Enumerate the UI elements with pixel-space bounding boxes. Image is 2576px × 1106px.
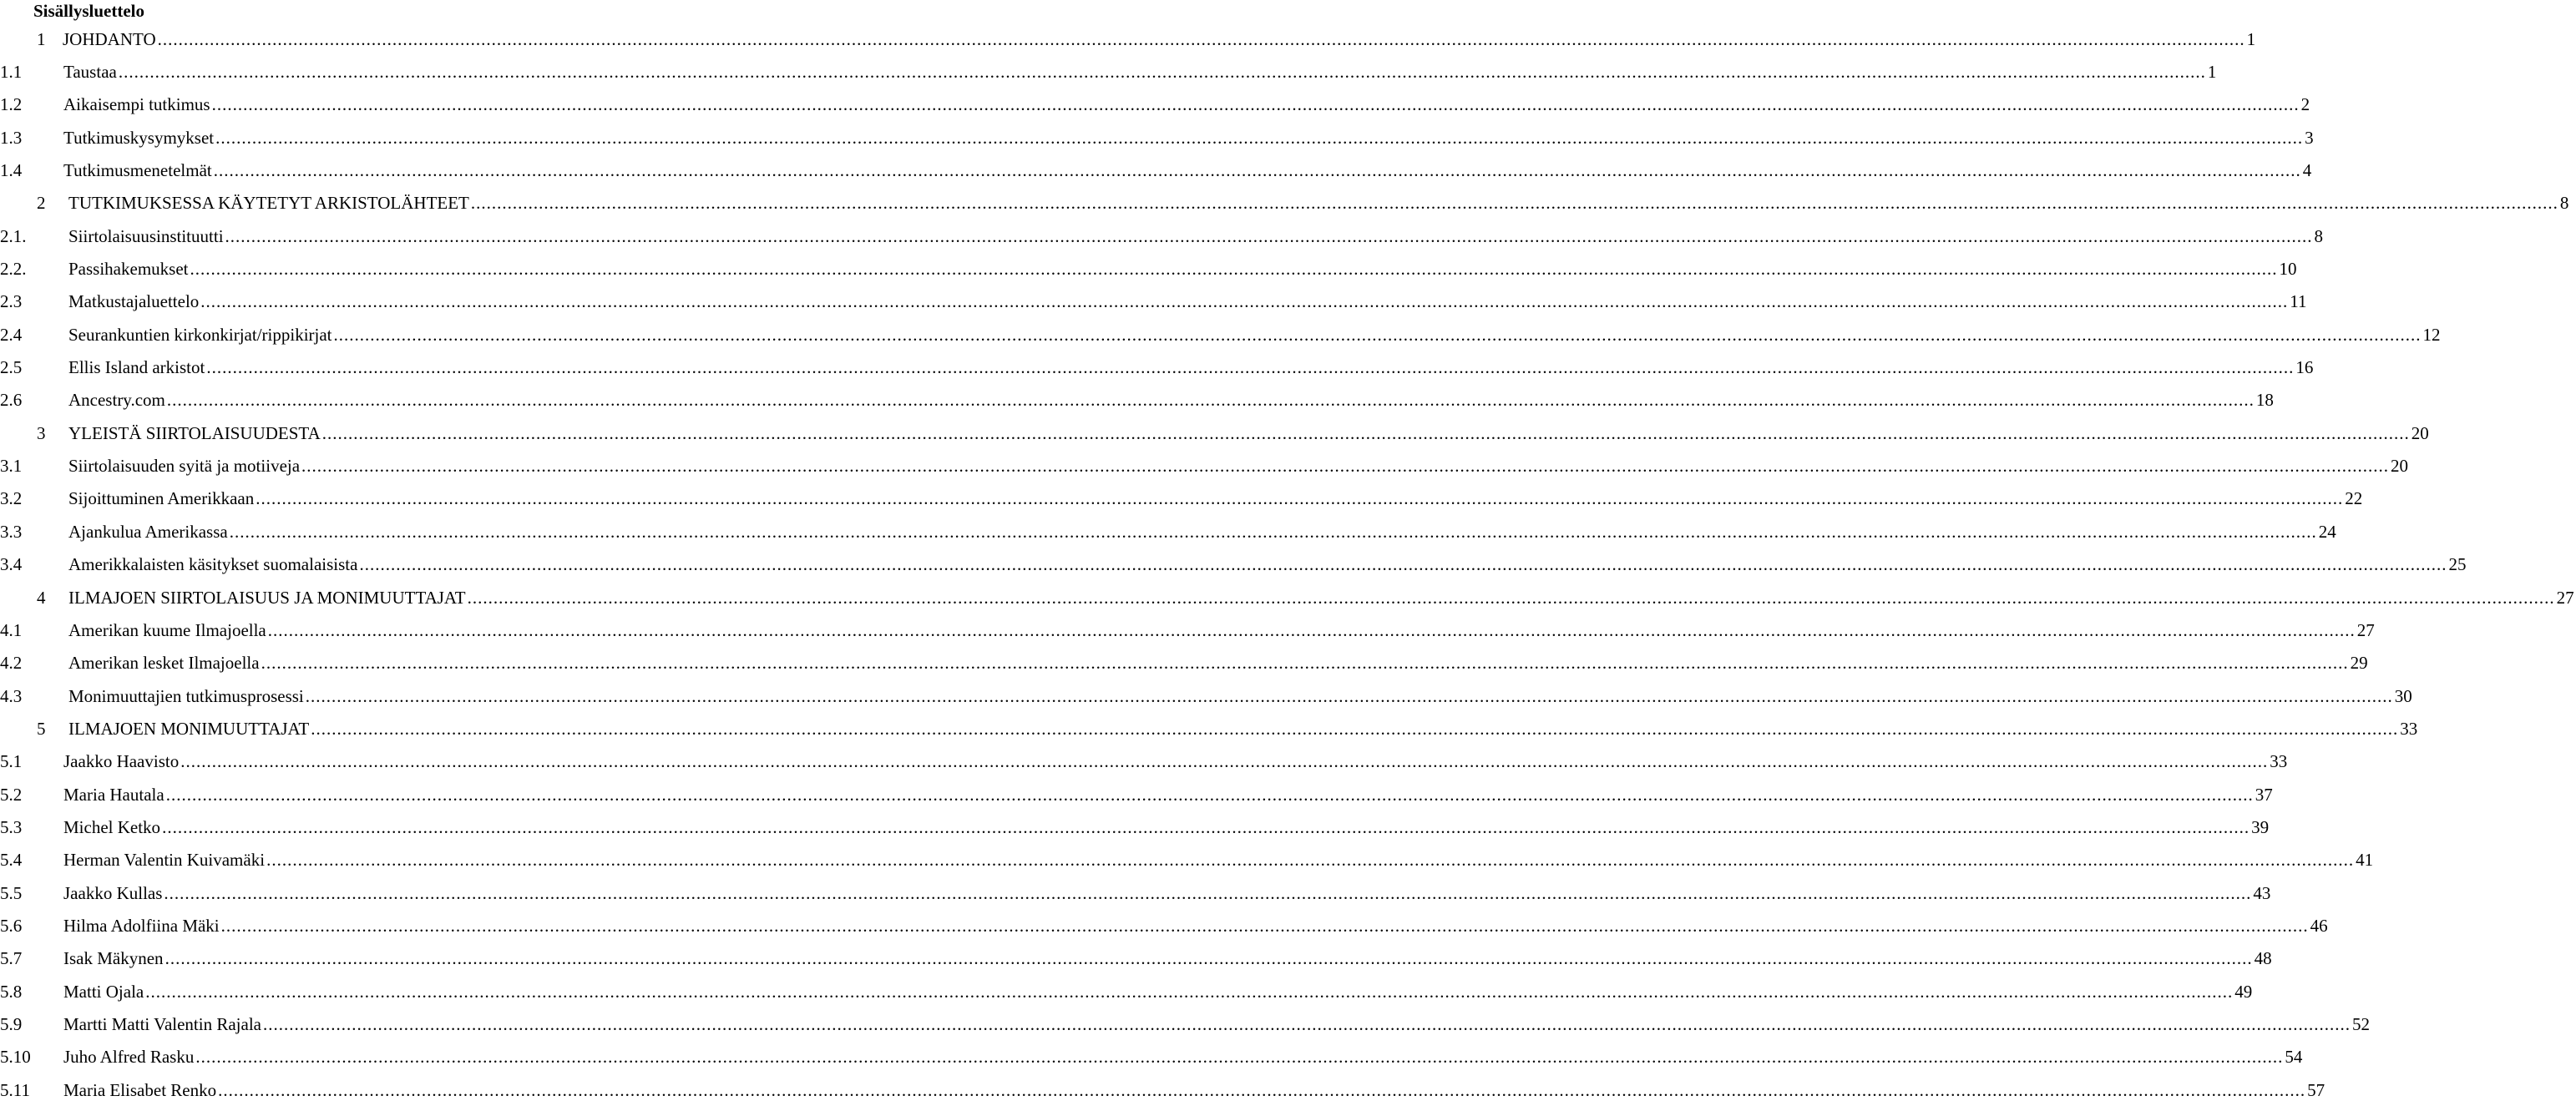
toc-entry-page: 22: [2345, 488, 2363, 509]
toc-entry-page: 30: [2394, 685, 2412, 706]
toc-leader-dots: ................................................................................................................................................................................................................................................................................................................................................................................................................: [157, 28, 2245, 49]
toc-leader-dots: ................................................................................................................................................................................................................................................................................................................................................................................................................: [256, 488, 2344, 509]
toc-entry[interactable]: [0, 548, 2467, 581]
toc-entry-page: 25: [2448, 554, 2467, 575]
toc-entry-page: 8: [2314, 225, 2324, 246]
toc-entry-page: 4: [2302, 160, 2312, 181]
toc-entry-number: 2.4: [0, 324, 23, 345]
toc-leader-dots: ................................................................................................................................................................................................................................................................................................................................................................................................................: [165, 784, 2254, 805]
toc-entry-title: Siirtolaisuusinstituutti: [68, 225, 224, 246]
toc-entry-title-line: [63, 882, 2271, 903]
toc-entry-page: 1: [2207, 62, 2217, 83]
toc-entry-title: Monimuuttajien tutkimusprosessi: [68, 685, 304, 706]
toc-entry[interactable]: [0, 55, 2217, 88]
toc-entry-title-line: [68, 324, 2441, 345]
toc-entry-title: Matkustajaluettelo: [68, 291, 200, 312]
toc-entry[interactable]: [0, 975, 2253, 1008]
toc-entry-number: 3.3: [0, 521, 23, 542]
toc-entry-number: 5.7: [0, 948, 23, 969]
toc-entry[interactable]: [0, 778, 2273, 811]
toc-entry-title: Isak Mäkynen: [63, 948, 164, 969]
table-of-contents: [0, 23, 2574, 1106]
toc-entry-title-line: [63, 1047, 2303, 1068]
toc-entry-number: 4.3: [0, 685, 23, 706]
toc-entry[interactable]: [0, 844, 2374, 876]
toc-entry[interactable]: [0, 154, 2312, 186]
toc-entry-number: 5.11: [0, 1079, 30, 1100]
toc-entry-number: 3.1: [0, 456, 23, 477]
toc-entry-title: Herman Valentin Kuivamäki: [63, 850, 266, 871]
toc-entry-title-line: [68, 259, 2297, 280]
toc-entry-page: 8: [2559, 193, 2569, 214]
toc-entry[interactable]: [0, 614, 2375, 646]
toc-entry-title: JOHDANTO: [63, 28, 156, 49]
toc-leader-dots: ................................................................................................................................................................................................................................................................................................................................................................................................................: [311, 718, 2399, 739]
toc-entry-title: ILMAJOEN MONIMUUTTAJAT: [68, 718, 310, 739]
toc-heading: Sisällysluettelo: [33, 1, 145, 21]
toc-entry[interactable]: [0, 351, 2314, 383]
toc-entry-title-line: [68, 225, 2324, 246]
toc-entry-number: 5.3: [0, 816, 23, 837]
toc-leader-dots: ................................................................................................................................................................................................................................................................................................................................................................................................................: [218, 1079, 2306, 1100]
toc-entry-page: 54: [2285, 1047, 2303, 1068]
toc-entry-title-line: [63, 62, 2217, 83]
toc-entry-title: Maria Elisabet Renko: [63, 1079, 217, 1100]
toc-entry-number: 5.6: [0, 915, 23, 936]
toc-leader-dots: ................................................................................................................................................................................................................................................................................................................................................................................................................: [206, 357, 2295, 378]
toc-entry[interactable]: [0, 318, 2441, 351]
toc-entry-number: 4.2: [0, 653, 23, 674]
toc-entry-page: 29: [2350, 653, 2368, 674]
toc-entry-title-line: [68, 619, 2375, 640]
toc-leader-dots: ................................................................................................................................................................................................................................................................................................................................................................................................................: [213, 160, 2301, 181]
toc-entry[interactable]: [0, 449, 2409, 482]
toc-entry[interactable]: [0, 187, 2569, 220]
toc-entry-page: 24: [2318, 521, 2336, 542]
toc-entry-page: 43: [2253, 882, 2271, 903]
toc-entry-page: 52: [2351, 1013, 2370, 1034]
toc-entry-page: 3: [2305, 127, 2314, 148]
toc-leader-dots: ................................................................................................................................................................................................................................................................................................................................................................................................................: [470, 193, 2558, 214]
toc-entry-page: 20: [2391, 456, 2409, 477]
toc-entry-title-line: [68, 456, 2409, 477]
toc-leader-dots: ................................................................................................................................................................................................................................................................................................................................................................................................................: [164, 948, 2253, 969]
toc-entry-title-line: [63, 94, 2310, 115]
toc-leader-dots: ................................................................................................................................................................................................................................................................................................................................................................................................................: [162, 816, 2250, 837]
toc-entry-title-line: [63, 981, 2253, 1002]
toc-leader-dots: ................................................................................................................................................................................................................................................................................................................................................................................................................: [145, 981, 2234, 1002]
toc-entry-number: 5.10: [0, 1047, 31, 1068]
toc-entry[interactable]: [0, 88, 2310, 121]
toc-entry[interactable]: [0, 876, 2271, 909]
toc-entry-title-line: [63, 1079, 2325, 1100]
toc-entry-title-line: [68, 653, 2368, 674]
toc-entry-page: 20: [2411, 422, 2429, 443]
toc-entry-title: ILMAJOEN SIIRTOLAISUUS JA MONIMUUTTAJAT: [68, 587, 466, 608]
toc-entry-title: Ancestry.com: [68, 390, 165, 411]
toc-entry-page: 16: [2295, 357, 2314, 378]
toc-entry[interactable]: [0, 384, 2274, 417]
toc-entry-page: 39: [2251, 816, 2270, 837]
toc-entry-number: 4: [37, 587, 46, 608]
toc-entry-page: 49: [2234, 981, 2253, 1002]
toc-entry[interactable]: [0, 220, 2324, 252]
toc-entry-page: 41: [2356, 850, 2374, 871]
toc-entry-number: 1.3: [0, 127, 23, 148]
toc-entry-number: 3.4: [0, 554, 23, 575]
toc-entry-page: 57: [2307, 1079, 2325, 1100]
toc-leader-dots: ................................................................................................................................................................................................................................................................................................................................................................................................................: [467, 587, 2555, 608]
toc-entry-title-line: [63, 948, 2272, 969]
toc-entry-number: 1: [37, 28, 46, 49]
toc-entry-title: Jaakko Haavisto: [63, 751, 180, 772]
toc-entry-number: 5.4: [0, 850, 23, 871]
toc-entry[interactable]: [0, 252, 2297, 285]
toc-entry-title: Taustaa: [63, 62, 117, 83]
toc-entry-title-line: [63, 784, 2273, 805]
toc-entry-number: 4.1: [0, 619, 23, 640]
toc-entry-number: 3.2: [0, 488, 23, 509]
toc-entry-page: 27: [2356, 619, 2375, 640]
toc-entry-title: Ellis Island arkistot: [68, 357, 205, 378]
toc-entry-title-line: [63, 816, 2270, 837]
toc-entry[interactable]: [0, 121, 2314, 154]
toc-entry-title-line: [63, 160, 2312, 181]
toc-entry-title: Juho Alfred Rasku: [63, 1047, 195, 1068]
toc-entry-page: 10: [2279, 259, 2297, 280]
toc-entry[interactable]: [0, 23, 2256, 55]
toc-entry-page: 2: [2300, 94, 2310, 115]
toc-entry-title-line: [68, 357, 2314, 378]
toc-entry-number: 3: [37, 422, 46, 443]
toc-leader-dots: ................................................................................................................................................................................................................................................................................................................................................................................................................: [267, 619, 2356, 640]
toc-entry-title: Ajankulua Amerikassa: [68, 521, 228, 542]
toc-entry-page: 33: [2270, 751, 2288, 772]
toc-entry-number: 5.8: [0, 981, 23, 1002]
toc-entry-title: Michel Ketko: [63, 816, 161, 837]
toc-entry-number: 1.2: [0, 94, 23, 115]
toc-entry-title: Jaakko Kullas: [63, 882, 163, 903]
toc-leader-dots: ................................................................................................................................................................................................................................................................................................................................................................................................................: [180, 751, 2269, 772]
toc-entry-number: 2.3: [0, 291, 23, 312]
toc-entry-page: 33: [2400, 718, 2418, 739]
toc-entry-title-line: [68, 587, 2574, 608]
toc-entry-title: Martti Matti Valentin Rajala: [63, 1013, 261, 1034]
toc-leader-dots: ................................................................................................................................................................................................................................................................................................................................................................................................................: [266, 850, 2355, 871]
toc-leader-dots: ................................................................................................................................................................................................................................................................................................................................................................................................................: [321, 422, 2410, 443]
toc-entry-page: 37: [2255, 784, 2273, 805]
toc-entry-title: Aikaisempi tutkimus: [63, 94, 210, 115]
toc-entry-page: 27: [2556, 587, 2574, 608]
toc-leader-dots: ................................................................................................................................................................................................................................................................................................................................................................................................................: [211, 94, 2300, 115]
toc-entry[interactable]: [0, 647, 2368, 679]
toc-entry-number: 5.1: [0, 751, 23, 772]
toc-entry[interactable]: [0, 745, 2288, 778]
toc-entry[interactable]: [0, 1073, 2325, 1106]
toc-entry[interactable]: [0, 285, 2307, 318]
toc-entry[interactable]: [0, 712, 2418, 745]
toc-entry-title-line: [68, 685, 2412, 706]
toc-entry-page: 48: [2254, 948, 2272, 969]
toc-entry-title: Amerikan kuume Ilmajoella: [68, 619, 266, 640]
toc-entry[interactable]: [0, 515, 2336, 548]
toc-entry-title-line: [63, 751, 2288, 772]
toc-entry-number: 2.1.: [0, 225, 27, 246]
toc-entry-page: 18: [2255, 390, 2274, 411]
toc-entry[interactable]: [0, 679, 2412, 712]
toc-leader-dots: ................................................................................................................................................................................................................................................................................................................................................................................................................: [215, 127, 2304, 148]
toc-entry-page: 1: [2246, 28, 2256, 49]
toc-entry-title: Hilma Adolfiina Mäki: [63, 915, 220, 936]
toc-leader-dots: ................................................................................................................................................................................................................................................................................................................................................................................................................: [359, 554, 2447, 575]
toc-entry[interactable]: [0, 482, 2363, 515]
toc-entry-title: Seurankuntien kirkonkirjat/rippikirjat: [68, 324, 332, 345]
toc-entry-title-line: [63, 850, 2374, 871]
toc-leader-dots: ................................................................................................................................................................................................................................................................................................................................................................................................................: [225, 225, 2313, 246]
toc-entry-title: Maria Hautala: [63, 784, 164, 805]
toc-entry[interactable]: [0, 811, 2270, 843]
toc-entry-title-line: [63, 915, 2328, 936]
toc-entry-title: TUTKIMUKSESSA KÄYTETYT ARKISTOLÄHTEET: [68, 193, 469, 214]
toc-leader-dots: ................................................................................................................................................................................................................................................................................................................................................................................................................: [164, 882, 2252, 903]
toc-leader-dots: ................................................................................................................................................................................................................................................................................................................................................................................................................: [261, 653, 2349, 674]
toc-entry-title-line: [68, 521, 2336, 542]
toc-entry-title: YLEISTÄ SIIRTOLAISUUDESTA: [68, 422, 321, 443]
toc-entry-number: 2: [37, 193, 46, 214]
toc-entry-number: 5.2: [0, 784, 23, 805]
toc-entry-title: Amerikan lesket Ilmajoella: [68, 653, 260, 674]
toc-leader-dots: ................................................................................................................................................................................................................................................................................................................................................................................................................: [118, 62, 2206, 83]
toc-entry-title-line: [63, 28, 2256, 49]
toc-entry-title: Siirtolaisuuden syitä ja motiiveja: [68, 456, 301, 477]
toc-entry-title: Sijoittuminen Amerikkaan: [68, 488, 255, 509]
toc-leader-dots: ................................................................................................................................................................................................................................................................................................................................................................................................................: [262, 1013, 2351, 1034]
toc-entry-page: 46: [2310, 915, 2328, 936]
toc-entry-title-line: [68, 422, 2429, 443]
toc-entry-number: 5: [37, 718, 46, 739]
toc-entry-title-line: [68, 718, 2418, 739]
toc-entry-title-line: [63, 127, 2314, 148]
toc-leader-dots: ................................................................................................................................................................................................................................................................................................................................................................................................................: [166, 390, 2255, 411]
toc-entry-number: 1.4: [0, 160, 23, 181]
toc-leader-dots: ................................................................................................................................................................................................................................................................................................................................................................................................................: [200, 291, 2289, 312]
toc-leader-dots: ................................................................................................................................................................................................................................................................................................................................................................................................................: [333, 324, 2422, 345]
toc-leader-dots: ................................................................................................................................................................................................................................................................................................................................................................................................................: [190, 259, 2278, 280]
toc-entry-title: Amerikkalaisten käsitykset suomalaisista: [68, 554, 358, 575]
toc-leader-dots: ................................................................................................................................................................................................................................................................................................................................................................................................................: [195, 1047, 2284, 1068]
toc-entry-title: Tutkimuskysymykset: [63, 127, 215, 148]
toc-entry-number: 1.1: [0, 62, 23, 83]
toc-entry-title-line: [63, 1013, 2370, 1034]
toc-entry-number: 5.5: [0, 882, 23, 903]
toc-entry[interactable]: [0, 1008, 2370, 1040]
toc-entry-number: 2.6: [0, 390, 23, 411]
toc-entry-title: Tutkimusmenetelmät: [63, 160, 212, 181]
toc-entry[interactable]: [0, 1041, 2303, 1073]
toc-entry-number: 5.9: [0, 1013, 23, 1034]
toc-entry-title: Matti Ojala: [63, 981, 144, 1002]
toc-entry-title-line: [68, 390, 2274, 411]
toc-entry-page: 12: [2422, 324, 2441, 345]
toc-entry-number: 2.2.: [0, 259, 27, 280]
toc-leader-dots: ................................................................................................................................................................................................................................................................................................................................................................................................................: [305, 685, 2393, 706]
toc-leader-dots: ................................................................................................................................................................................................................................................................................................................................................................................................................: [220, 915, 2309, 936]
toc-entry-title: Passihakemukset: [68, 259, 189, 280]
toc-entry-page: 11: [2290, 291, 2307, 312]
toc-entry-title-line: [68, 291, 2307, 312]
toc-entry[interactable]: [0, 581, 2574, 614]
toc-entry-title-line: [68, 193, 2569, 214]
toc-entry-number: 2.5: [0, 357, 23, 378]
toc-leader-dots: ................................................................................................................................................................................................................................................................................................................................................................................................................: [301, 456, 2390, 477]
toc-leader-dots: ................................................................................................................................................................................................................................................................................................................................................................................................................: [229, 521, 2317, 542]
toc-entry[interactable]: [0, 942, 2272, 975]
toc-entry[interactable]: [0, 909, 2328, 942]
toc-entry-title-line: [68, 488, 2363, 509]
toc-entry[interactable]: [0, 417, 2429, 449]
toc-entry-title-line: [68, 554, 2467, 575]
